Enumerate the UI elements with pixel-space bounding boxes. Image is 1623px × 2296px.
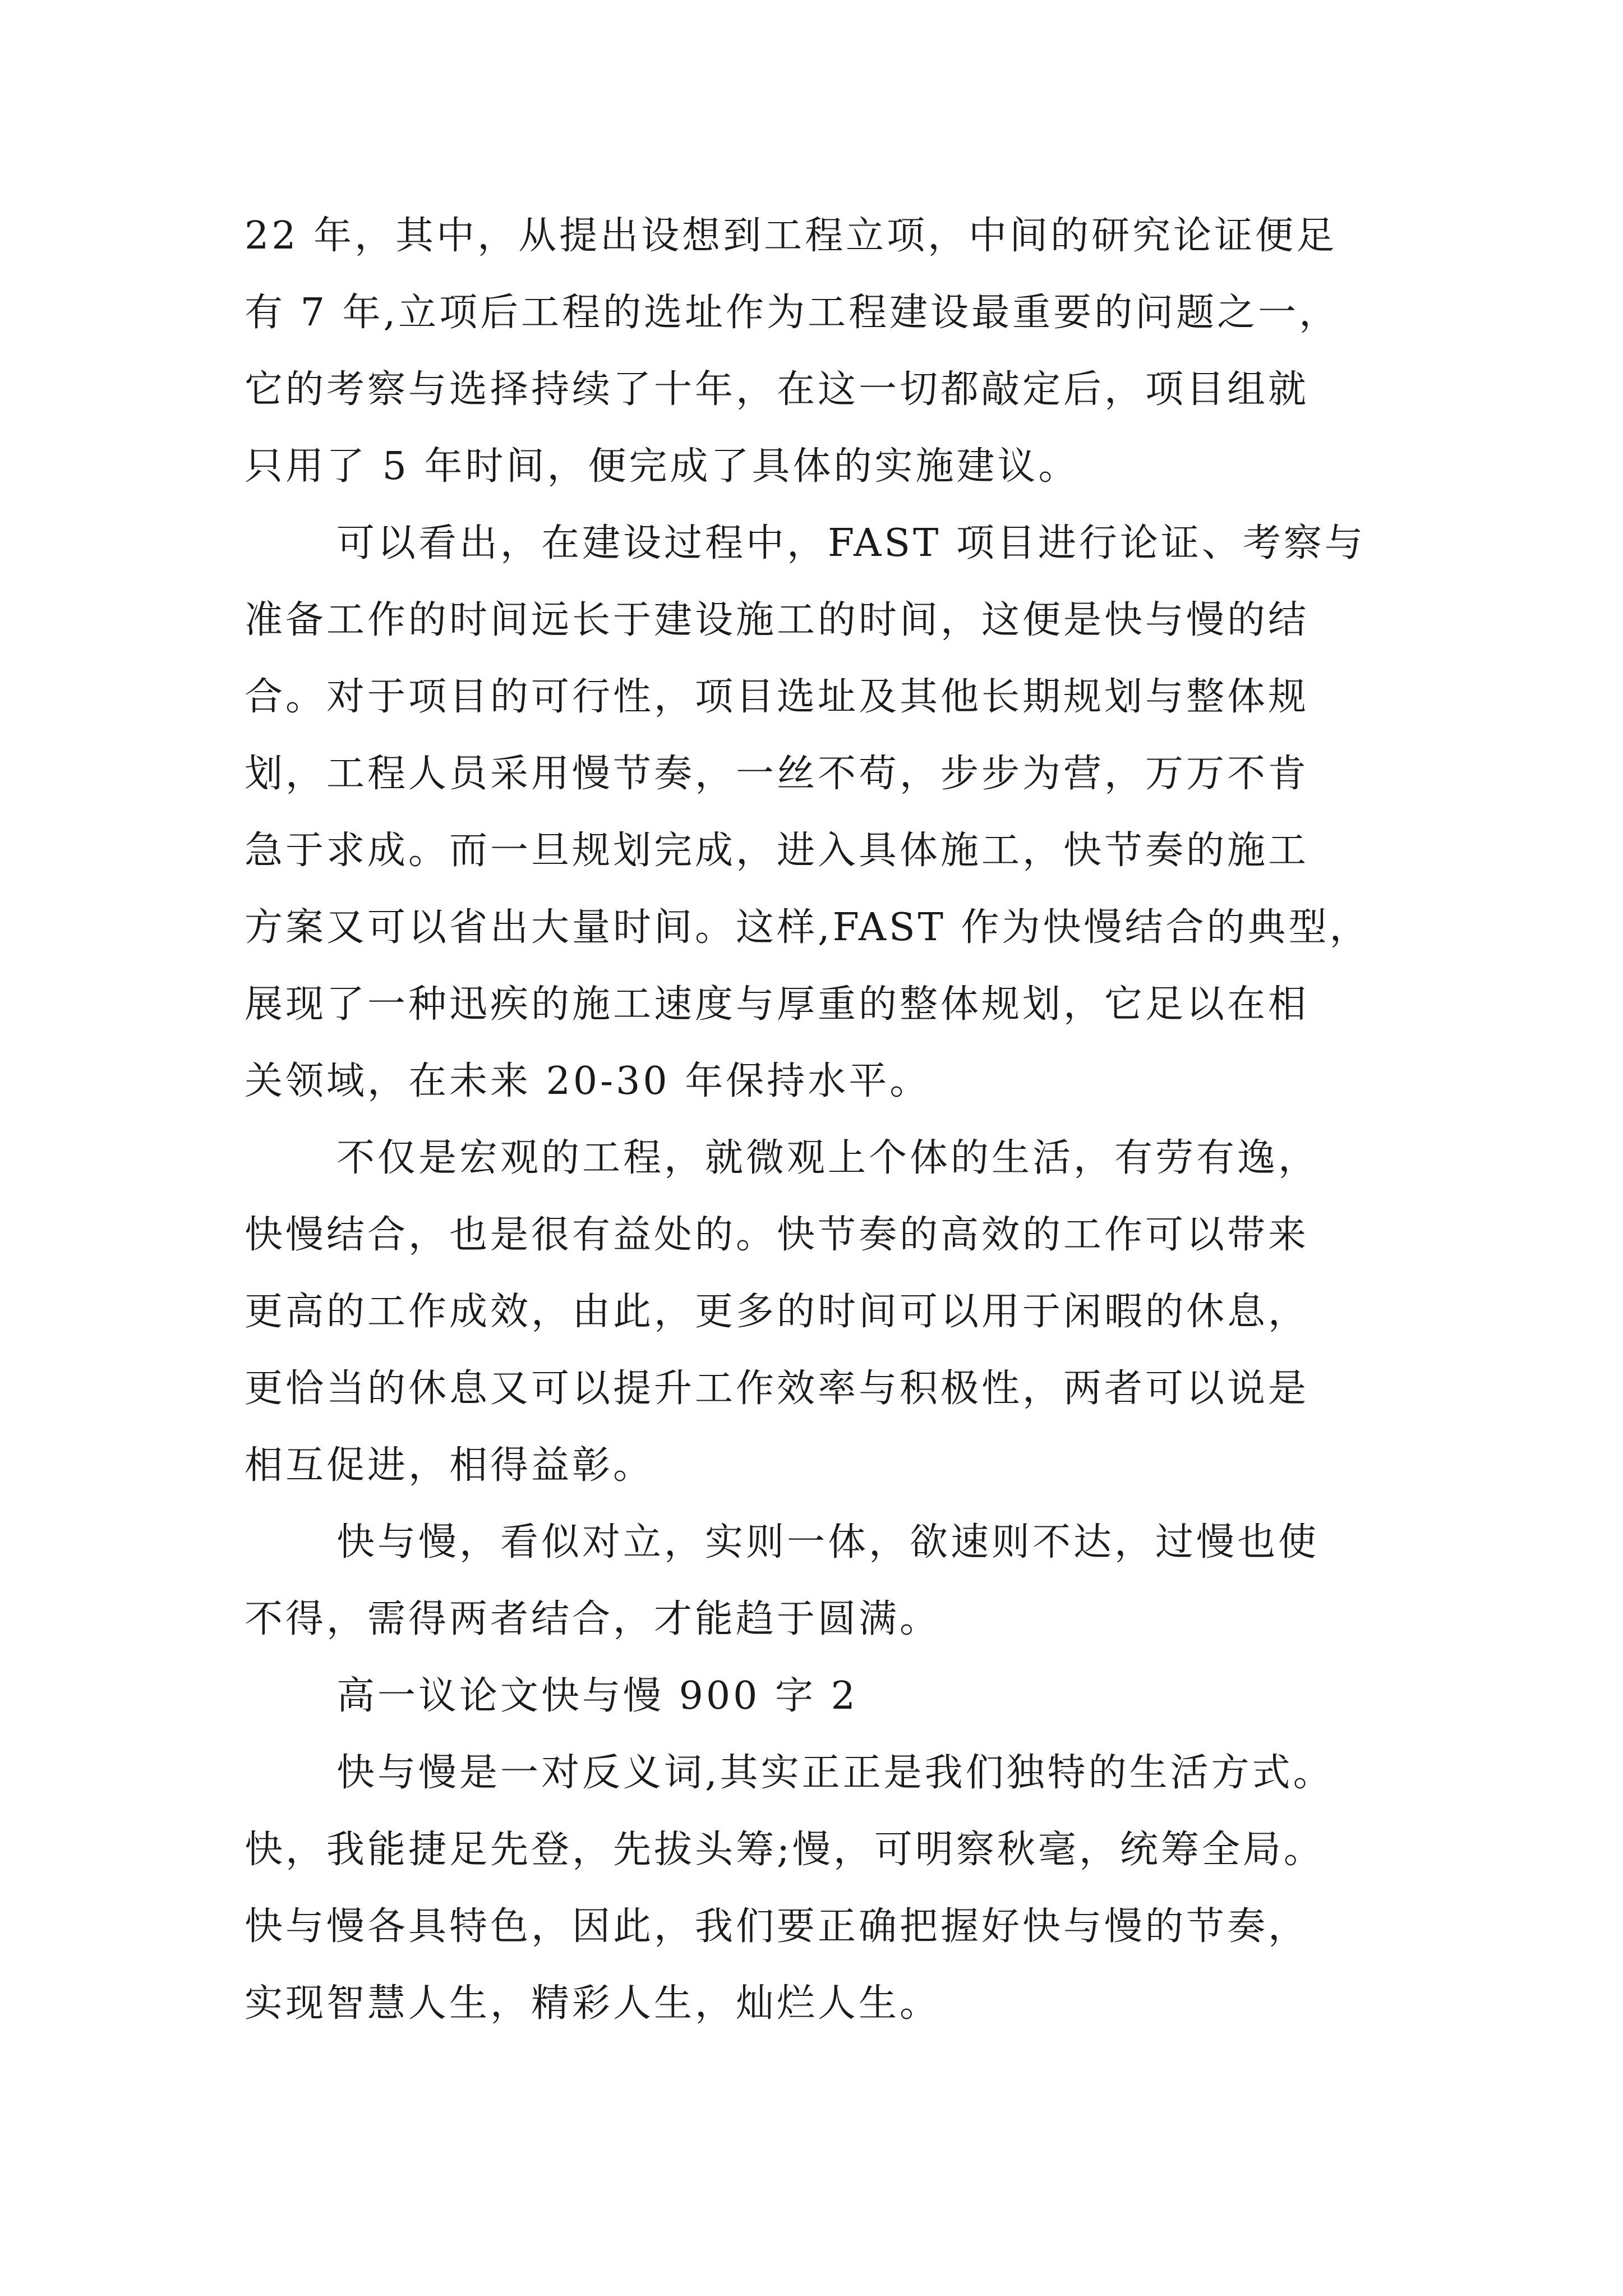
text-line: 不得，需得两者结合，才能趋于圆满。 bbox=[245, 1597, 941, 1641]
text-line: 相互促进，相得益彰。 bbox=[245, 1443, 654, 1488]
text-line: 关领域，在未来 20-30 年保持水平。 bbox=[245, 1059, 931, 1103]
text-line: 只用了 5 年时间，便完成了具体的实施建议。 bbox=[245, 444, 1080, 489]
text-line: 可以看出，在建设过程中，FAST 项目进行论证、考察与 bbox=[336, 521, 1366, 565]
text-line: 展现了一种迅疾的施工速度与厚重的整体规划，它足以在相 bbox=[245, 982, 1310, 1027]
paragraph-4 bbox=[245, 1504, 1389, 1658]
text-line: 方案又可以省出大量时间。这样,FAST 作为快慢结合的典型， bbox=[245, 905, 1371, 950]
text-line: 快与慢是一对反义词,其实正正是我们独特的生活方式。 bbox=[336, 1751, 1334, 1795]
text-line: 快，我能捷足先登，先拔头筹;慢，可明察秋毫，统筹全局。 bbox=[245, 1828, 1325, 1872]
text-line: 准备工作的时间远长于建设施工的时间，这便是快与慢的结 bbox=[245, 598, 1310, 642]
text-line: 急于求成。而一旦规划完成，进入具体施工，快节奏的施工 bbox=[245, 829, 1310, 873]
heading-text: 高一议论文快与慢 900 字 2 bbox=[336, 1674, 858, 1718]
text-line: 划，工程人员采用慢节奏，一丝不苟，步步为营，万万不肯 bbox=[245, 752, 1310, 796]
text-line: 它的考察与选择持续了十年，在这一切都敲定后，项目组就 bbox=[245, 367, 1310, 412]
section-heading bbox=[245, 1658, 1389, 1734]
paragraph-3 bbox=[245, 1120, 1389, 1504]
text-line: 快与慢各具特色，因此，我们要正确把握好快与慢的节奏， bbox=[245, 1904, 1310, 1949]
paragraph-2 bbox=[245, 505, 1389, 1120]
text-line: 不仅是宏观的工程，就微观上个体的生活，有劳有逸， bbox=[336, 1136, 1320, 1180]
text-line: 更高的工作成效，由此，更多的时间可以用于闲暇的休息， bbox=[245, 1290, 1310, 1334]
text-line: 快慢结合，也是很有益处的。快节奏的高效的工作可以带来 bbox=[245, 1213, 1310, 1257]
paragraph-5 bbox=[245, 1734, 1389, 2042]
paragraph-1 bbox=[245, 197, 1389, 505]
text-line: 有 7 年,立项后工程的选址作为工程建设最重要的问题之一， bbox=[245, 291, 1340, 335]
text-line: 快与慢，看似对立，实则一体，欲速则不达，过慢也使 bbox=[336, 1520, 1320, 1565]
text-line: 更恰当的休息又可以提升工作效率与积极性，两者可以说是 bbox=[245, 1366, 1310, 1411]
text-line: 22 年，其中，从提出设想到工程立项，中间的研究论证便足 bbox=[245, 214, 1338, 258]
text-line: 实现智慧人生，精彩人生，灿烂人生。 bbox=[245, 1981, 941, 2026]
document-body bbox=[245, 197, 1389, 2042]
text-line: 合。对于项目的可行性，项目选址及其他长期规划与整体规 bbox=[245, 675, 1310, 719]
